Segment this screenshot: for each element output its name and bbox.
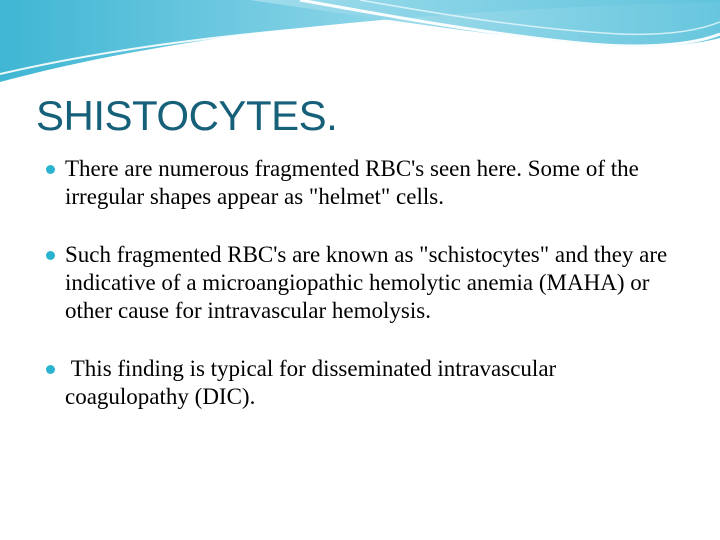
bullet-dot-icon [46, 251, 55, 260]
bullet-item [44, 241, 674, 325]
bullet-item [44, 355, 674, 411]
bullet-dot-icon [46, 165, 55, 174]
bullet-text: Such fragmented RBC's are known as "schistocytes" and they are indicative of a microangiopathic hemolytic anemia (MAHA) or other cause for intravascular hemolysis. [65, 242, 668, 323]
slide-title: SHISTOCYTES. [36, 92, 338, 139]
header-wave-decoration [0, 0, 720, 100]
bullet-list [44, 155, 674, 411]
bullet-text: This finding is typical for disseminated intravascular coagulopathy (DIC). [65, 356, 562, 409]
bullet-text: There are numerous fragmented RBC's seen here. Some of the irregular shapes appear as "helmet" cells. [65, 156, 639, 209]
bullet-item [44, 155, 674, 211]
bullet-dot-icon [46, 365, 55, 374]
